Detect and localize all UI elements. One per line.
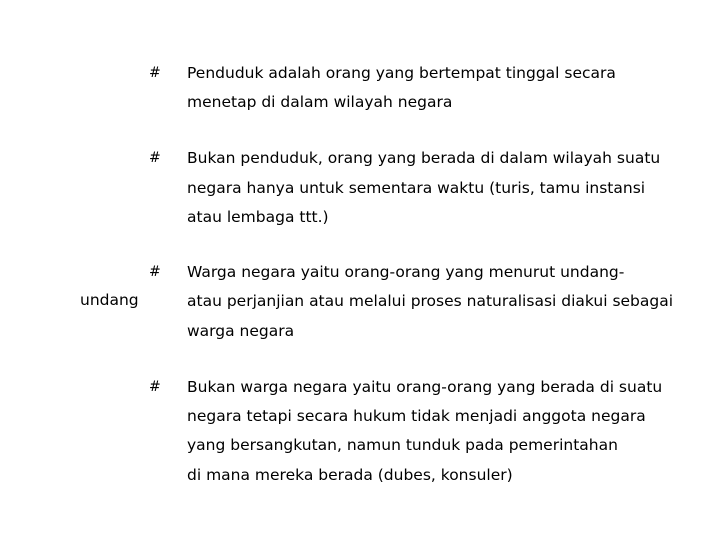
definition-line: negara tetapi secara hukum tidak menjadi anggota negara: [187, 407, 646, 425]
side-label-undang: undang: [80, 291, 139, 309]
definition-line: Penduduk adalah orang yang bertempat tinggal secara: [187, 64, 616, 82]
definition-line: di mana mereka berada (dubes, konsuler): [187, 466, 513, 484]
bullet-marker: #: [149, 379, 161, 395]
definition-line: negara hanya untuk sementara waktu (turis, tamu instansi: [187, 179, 646, 197]
definition-line: atau lembaga ttt.): [187, 208, 329, 226]
definition-line: Bukan warga negara yaitu orang-orang yang berada di suatu: [187, 378, 663, 396]
definition-line: Bukan penduduk, orang yang berada di dalam wilayah suatu: [187, 149, 661, 167]
definition-line: yang bersangkutan, namun tunduk pada pemerintahan: [187, 436, 618, 454]
bullet-marker: #: [149, 65, 161, 81]
definition-line: Warga negara yaitu orang-orang yang menurut undang-: [187, 263, 625, 281]
definition-line: menetap di dalam wilayah negara: [187, 93, 453, 111]
bullet-marker: #: [149, 150, 161, 166]
definition-line: warga negara: [187, 322, 295, 340]
definition-line: atau perjanjian atau melalui proses naturalisasi diakui sebagai: [187, 292, 674, 310]
bullet-marker: #: [149, 264, 161, 280]
